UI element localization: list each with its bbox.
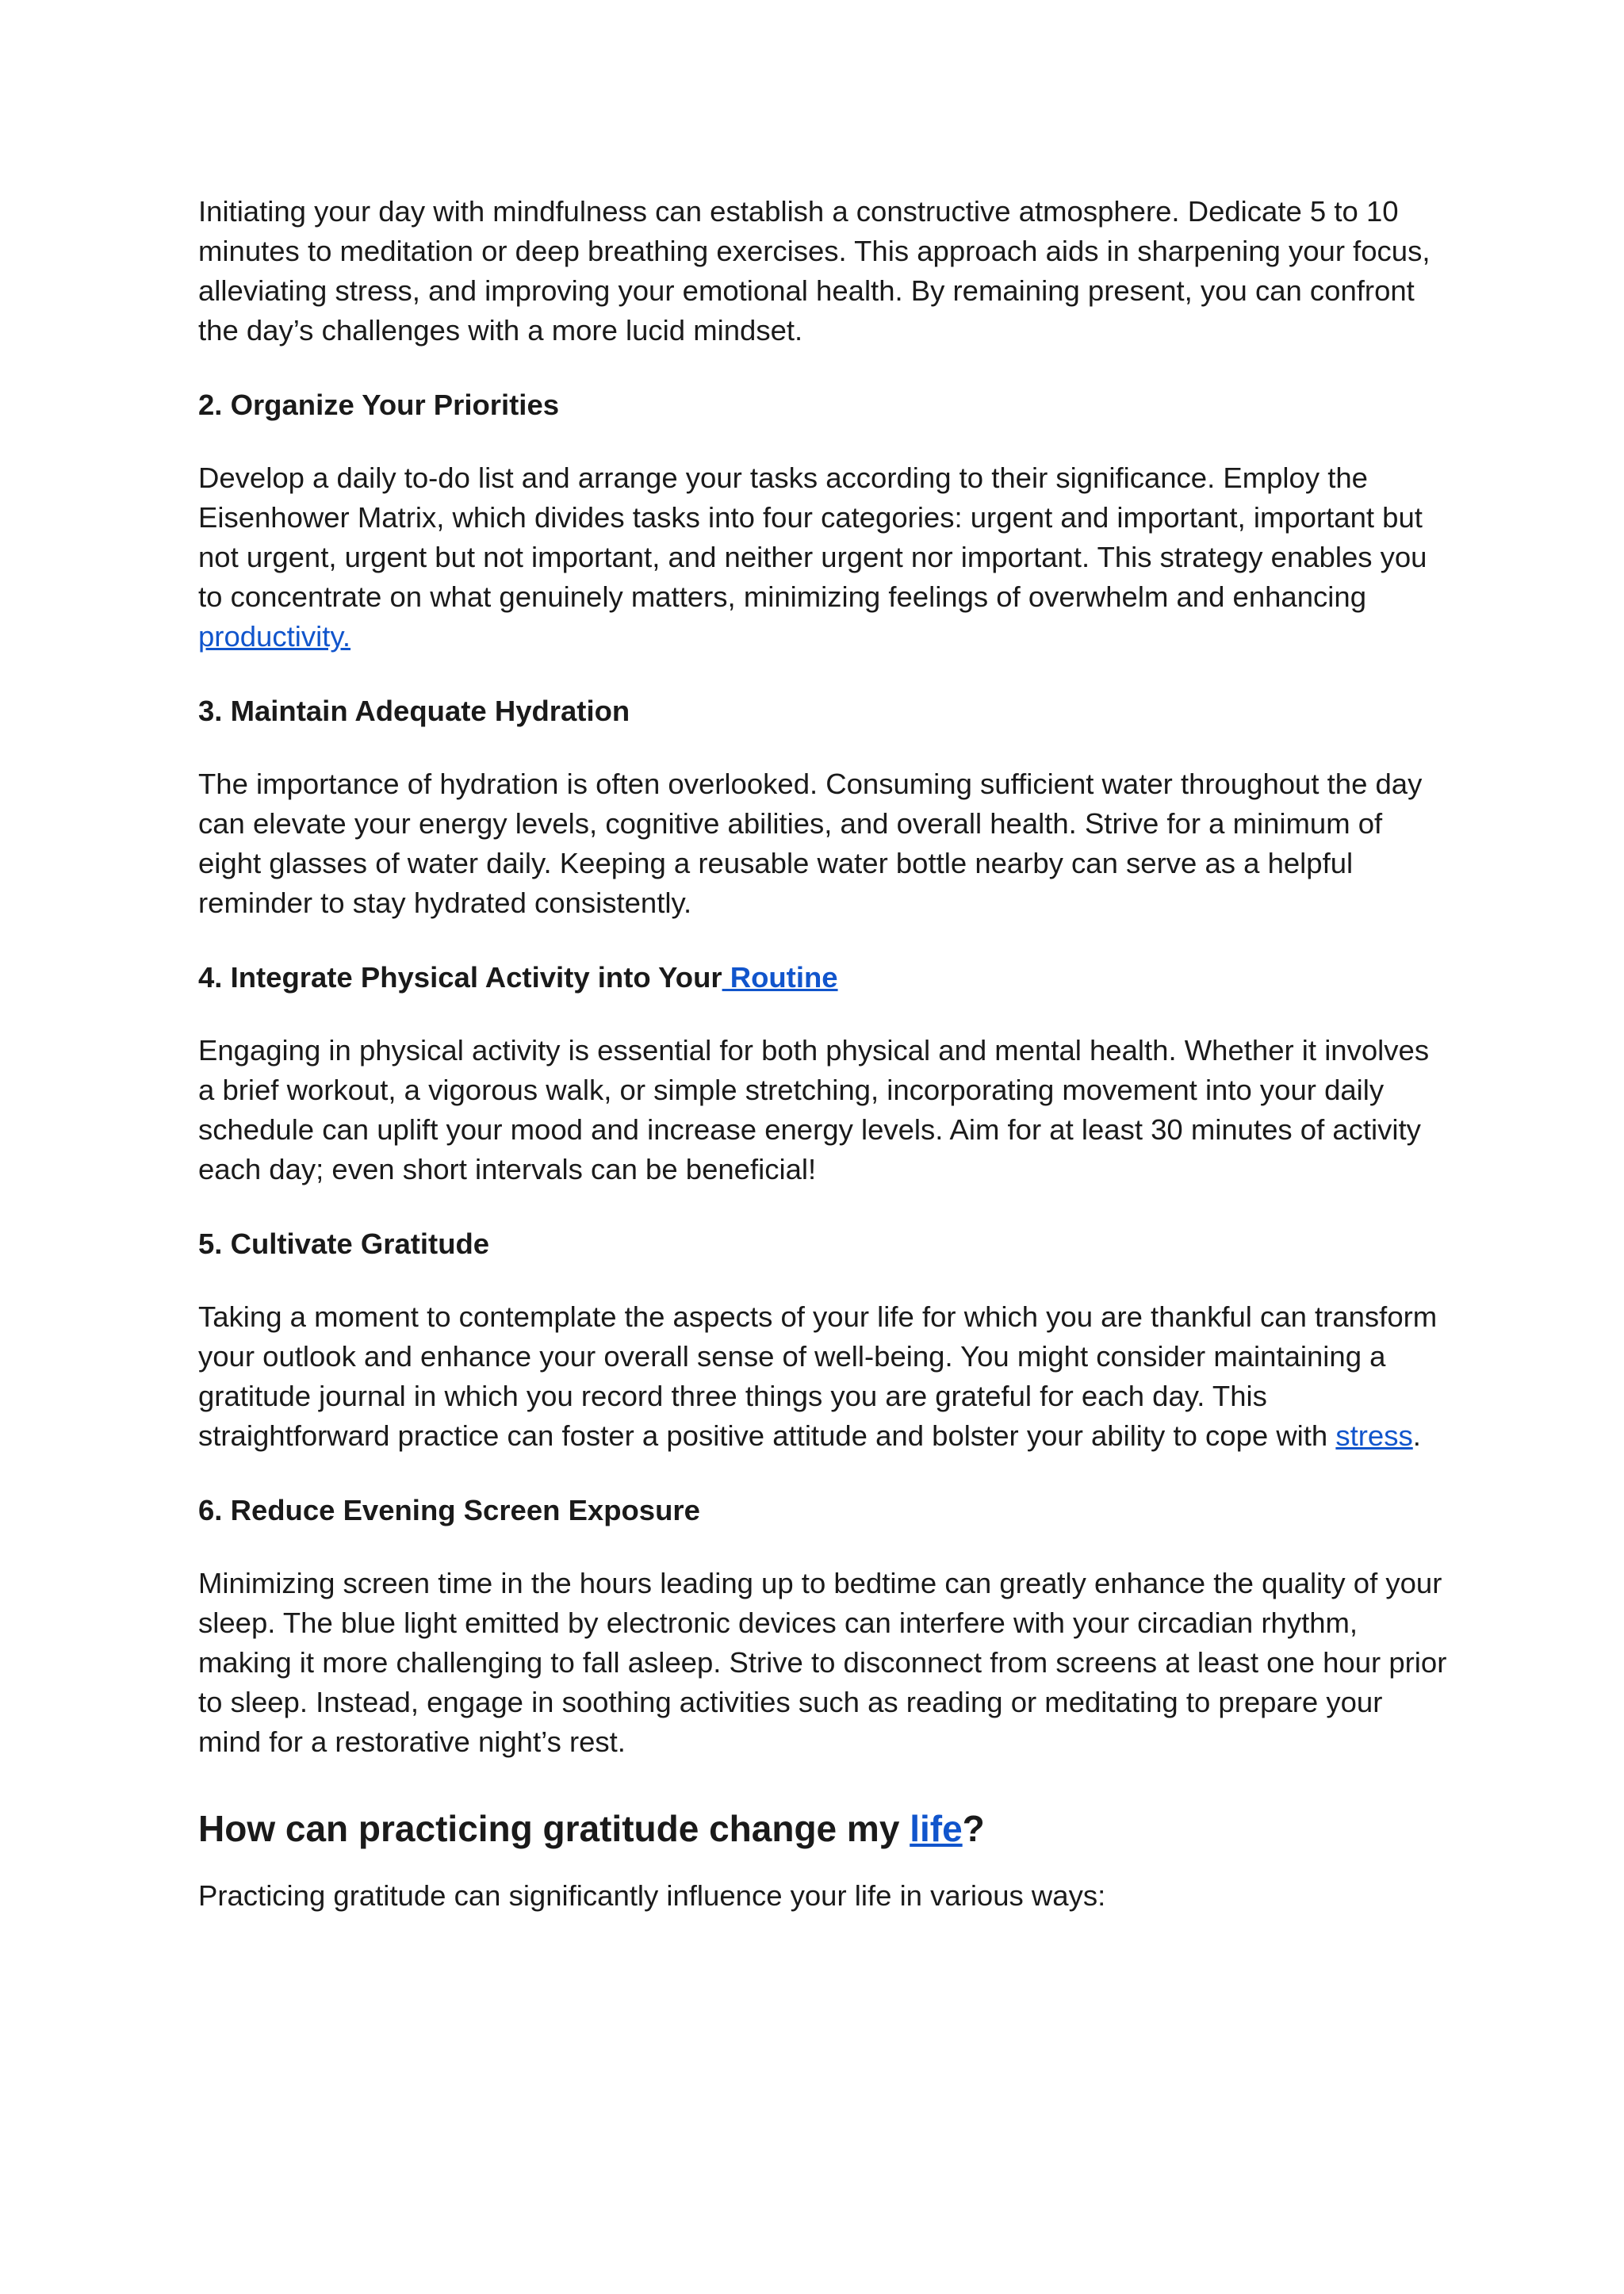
- body-text: Develop a daily to-do list and arrange your tasks according to their significance. Employ the Eisenhower Matrix, which divides tasks into four categories: urgent and important, important but not urgent, urgent but not important, and neither urgent nor important. This strategy enables you to concentrate on what genuinely matters, minimizing feelings of overwhelm and enhancing: [198, 461, 1427, 613]
- section-body-hydration: The importance of hydration is often overlooked. Consuming sufficient water throughout the day can elevate your energy levels, cognitive abilities, and overall health. Strive for a minimum of eight glasses of water daily. Keeping a reusable water bottle nearby can serve as a helpful reminder to stay hydrated consistently.: [198, 768, 1423, 919]
- section-body-gratitude: [198, 1297, 1451, 1456]
- heading-text: How can practicing gratitude change my: [198, 1808, 910, 1849]
- section-heading-screen-exposure: 6. Reduce Evening Screen Exposure: [198, 1494, 700, 1526]
- life-link[interactable]: life: [910, 1808, 963, 1849]
- section-heading-gratitude: 5. Cultivate Gratitude: [198, 1227, 490, 1260]
- section-body-screen-exposure: Minimizing screen time in the hours leading up to bedtime can greatly enhance the quality of your sleep. The blue light emitted by electronic devices can interfere with your circadian rhythm, making it more challenging to fall asleep. Strive to disconnect from screens at least one hour prior to sleep. Instead, engage in soothing activities such as reading or meditating to prepare your mind for a restorative night’s rest.: [198, 1567, 1447, 1758]
- body-text-after-link: .: [1412, 1419, 1421, 1452]
- body-text: Taking a moment to contemplate the aspects of your life for which you are thankful can transform your outlook and enhance your overall sense of well-being. You might consider maintaining a gratitude journal in which you record three things you are grateful for each day. This straightforward practice can foster a positive attitude and bolster your ability to cope with: [198, 1300, 1438, 1452]
- productivity-link[interactable]: productivity.: [198, 620, 351, 653]
- section-body-physical-activity: Engaging in physical activity is essential for both physical and mental health. Whether it involves a brief workout, a vigorous walk, or simple stretching, incorporating movement into your daily schedule can uplift your mood and increase energy levels. Aim for at least 30 minutes of activity each day; even short intervals can be beneficial!: [198, 1034, 1430, 1185]
- gratitude-question-heading: [198, 1805, 1451, 1852]
- intro-paragraph: Initiating your day with mindfulness can establish a constructive atmosphere. Dedicate 5 to 10 minutes to meditation or deep breathing exercises. This approach aids in sharpening your focus, alleviating stress, and improving your emotional health. By remaining present, you can confront the day’s challenges with a more lucid mindset.: [198, 195, 1431, 347]
- section-heading-physical-activity: [198, 958, 1451, 998]
- section-heading-hydration: 3. Maintain Adequate Hydration: [198, 695, 630, 727]
- document-page: [198, 192, 1451, 1916]
- routine-link[interactable]: Routine: [722, 961, 838, 994]
- closing-paragraph: Practicing gratitude can significantly influence your life in various ways:: [198, 1879, 1106, 1912]
- heading-text: 4. Integrate Physical Activity into Your: [198, 961, 722, 994]
- section-body-priorities: [198, 458, 1451, 657]
- section-heading-priorities: 2. Organize Your Priorities: [198, 389, 560, 421]
- heading-question-mark: ?: [962, 1808, 985, 1849]
- stress-link[interactable]: stress: [1335, 1419, 1413, 1452]
